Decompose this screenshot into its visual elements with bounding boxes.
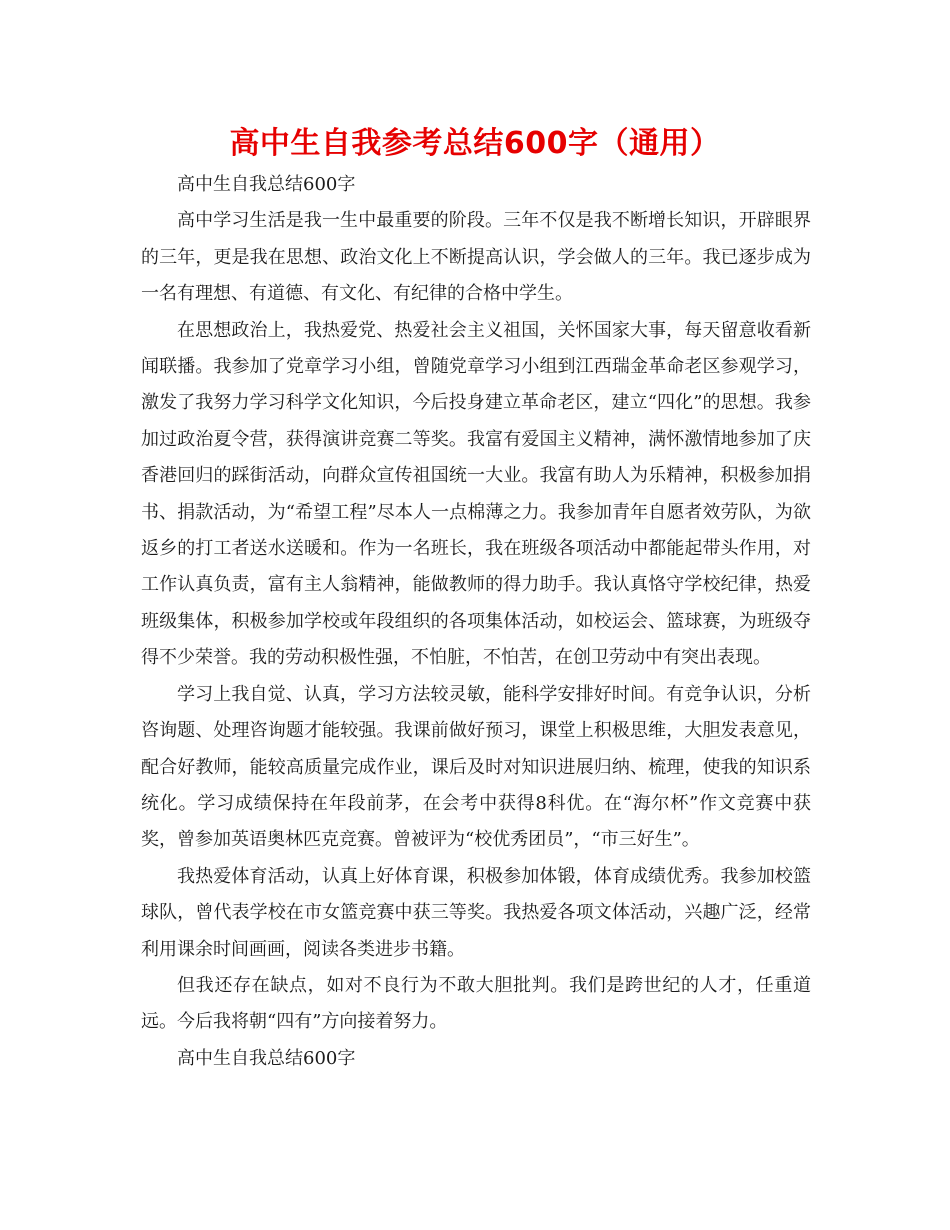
paragraph-next-heading: 高中生自我总结600字 — [177, 1047, 356, 1069]
paragraph-intro: 高中学习生活是我一生中最重要的阶段。三年不仅是我不断增长知识，开辟眼界的三年，更是我在思想、政治文化上不断提高认识，学会做人的三年。我已逐步成为一名有理想、有道德、有文化、有纪律的合格中学生。 — [141, 210, 811, 305]
paragraph-shortcomings: 但我还存在缺点，如对不良行为不敢大胆批判。我们是跨世纪的人才，任重道远。今后我将朝“四有”方向接着努力。 — [141, 974, 811, 1033]
paragraph-subtitle: 高中生自我总结600字 — [177, 174, 356, 195]
document-body — [141, 167, 811, 1077]
document-title: 高中生自我参考总结600字（通用） — [229, 126, 721, 161]
paragraph-sports: 我热爱体育活动，认真上好体育课，积极参加体锻，体育成绩优秀。我参加校篮球队，曾代表学校在市女篮竞赛中获三等奖。我热爱各项文体活动，兴趣广泛，经常利用课余时间画画，阅读各类进步书籍。 — [141, 865, 811, 960]
paragraph-study: 学习上我自觉、认真，学习方法较灵敏，能科学安排好时间。有竞争认识，分析咨询题、处理咨询题才能较强。我课前做好预习，课堂上积极思维，大胆发表意见，配合好教师，能较高质量完成作业，课后及时对知识进展归纳、梳理，使我的知识系统化。学习成绩保持在年段前茅，在会考中获得8科优。在“海尔杯”作文竞赛中获奖，曾参加英语奥林匹克竞赛。曾被评为“校优秀团员”，“市三好生”。 — [141, 683, 811, 851]
paragraph-politics: 在思想政治上，我热爱党、热爱社会主义祖国，关怀国家大事，每天留意收看新闻联播。我参加了党章学习小组，曾随党章学习小组到江西瑞金革命老区参观学习，激发了我努力学习科学文化知识，今后投身建立革命老区，建立“四化”的思想。我参加过政治夏令营，获得演讲竞赛二等奖。我富有爱国主义精神，满怀激情地参加了庆香港回归的踩街活动，向群众宣传祖国统一大业。我富有助人为乐精神，积极参加捐书、捐款活动，为“希望工程”尽本人一点棉薄之力。我参加青年自愿者效劳队，为欲返乡的打工者送水送暖和。作为一名班长，我在班级各项活动中都能起带头作用，对工作认真负责，富有主人翁精神，能做教师的得力助手。我认真恪守学校纪律，热爱班级集体，积极参加学校或年段组织的各项集体活动，如校运会、篮球赛，为班级夺得不少荣誉。我的劳动积极性强，不怕脏，不怕苦，在创卫劳动中有突出表现。 — [141, 319, 811, 669]
